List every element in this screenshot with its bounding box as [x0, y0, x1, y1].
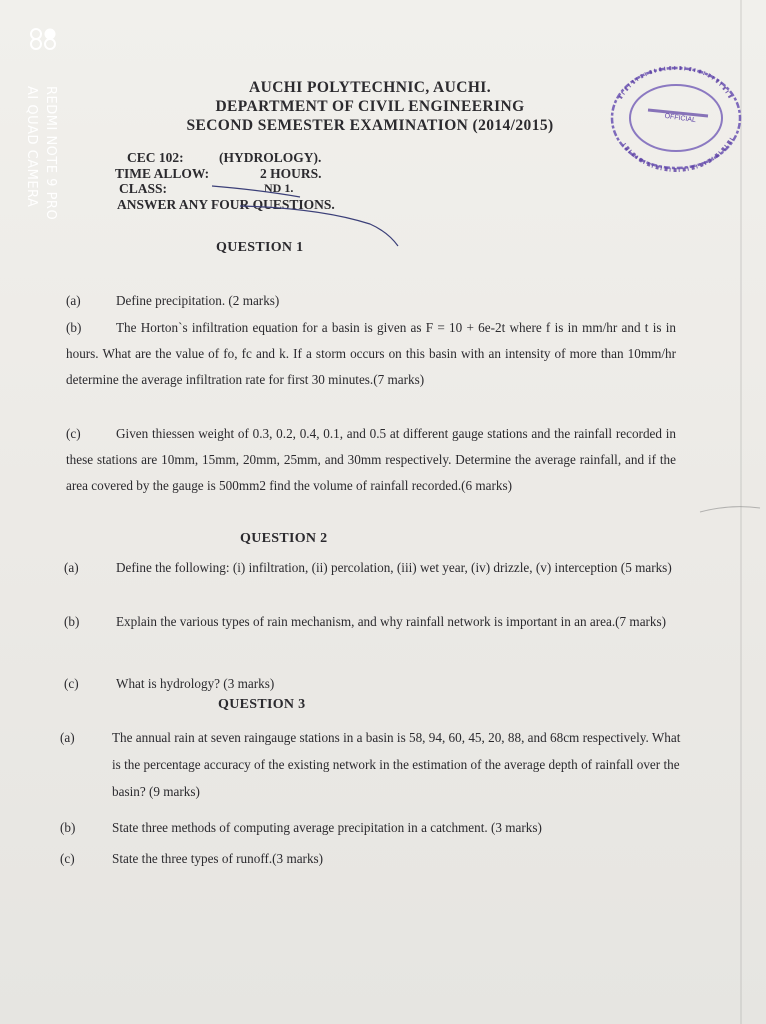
part-label: (a) [66, 293, 81, 308]
question-3b [60, 814, 692, 841]
examination-title: SECOND SEMESTER EXAMINATION (2014/2015) [186, 117, 554, 134]
question-3a [60, 724, 692, 805]
question-2a [64, 554, 676, 581]
class-value: ND 1. [264, 181, 294, 195]
question-3c [60, 845, 692, 872]
part-label: (b) [60, 820, 76, 835]
part-label: (b) [66, 320, 82, 335]
question-1a [66, 288, 676, 314]
part-text: The annual rain at seven raingauge stations in a basin is 58, 94, 60, 45, 20, 88, and 68cm respectively. What is the percentage accuracy of the existing network in the estimation of the average depth of rainfall over the basin? (9 marks) [112, 730, 681, 799]
part-label: (c) [64, 676, 79, 691]
part-text: State three methods of computing average precipitation in a catchment. (3 marks) [112, 820, 542, 835]
question-2c [64, 670, 676, 697]
part-text: State the three types of runoff.(3 marks) [112, 851, 324, 866]
question-1b [66, 315, 676, 393]
part-text: Explain the various types of rain mechanism, and why rainfall network is important in an area.(7 marks) [116, 614, 667, 629]
part-label: (c) [60, 851, 75, 866]
part-text: What is hydrology? (3 marks) [116, 676, 275, 691]
part-label: (a) [64, 560, 79, 575]
department-name: DEPARTMENT OF CIVIL ENGINEERING [215, 98, 525, 115]
institution-name: AUCHI POLYTECHNIC, AUCHI. [249, 79, 491, 96]
course-code: CEC 102: [127, 150, 184, 165]
part-label: (c) [66, 426, 81, 441]
stamp-text: OFFICIAL [664, 112, 697, 125]
part-text: The Horton`s infiltration equation for a basin is given as F = 10 + 6e-2t where f is in mm/hr and t is in hours. What are the value of fo, fc and k. If a storm occurs on this basin with an intensity of more than 10mm/hr determine the average infiltration rate for first 30 minutes.(7 marks) [66, 320, 676, 387]
question-1-title: QUESTION 1 [216, 240, 304, 255]
question-3-title: QUESTION 3 [218, 697, 306, 712]
class-label: CLASS: [119, 181, 168, 196]
time-allowed-label: TIME ALLOW: [115, 165, 210, 181]
part-label: (b) [64, 614, 80, 629]
part-text: Define precipitation. (2 marks) [116, 293, 280, 308]
exam-instruction: ANSWER ANY FOUR QUESTIONS. [117, 196, 335, 212]
question-2-title: QUESTION 2 [240, 531, 328, 546]
time-allowed-value: 2 HOURS. [260, 165, 322, 181]
question-1c [66, 421, 676, 499]
part-text: Given thiessen weight of 0.3, 0.2, 0.4, 0.1, and 0.5 at different gauge stations and the rainfall recorded in these stations are 10mm, 15mm, 20mm, 25mm, and 30mm respectively. Determine the average rainfall, and if the area covered by the gauge is 500mm2 find the volume of rainfall recorded.(6 marks) [66, 426, 676, 493]
course-title: (HYDROLOGY). [219, 150, 322, 165]
watermark-camera: AI QUAD CAMERA [24, 86, 39, 208]
part-text: Define the following: (i) infiltration, (ii) percolation, (iii) wet year, (iv) drizzle, (v) interception (5 marks) [116, 560, 672, 575]
watermark-device: REDMI NOTE 9 PRO [43, 86, 58, 221]
question-2b [64, 608, 676, 635]
part-label: (a) [60, 730, 75, 745]
